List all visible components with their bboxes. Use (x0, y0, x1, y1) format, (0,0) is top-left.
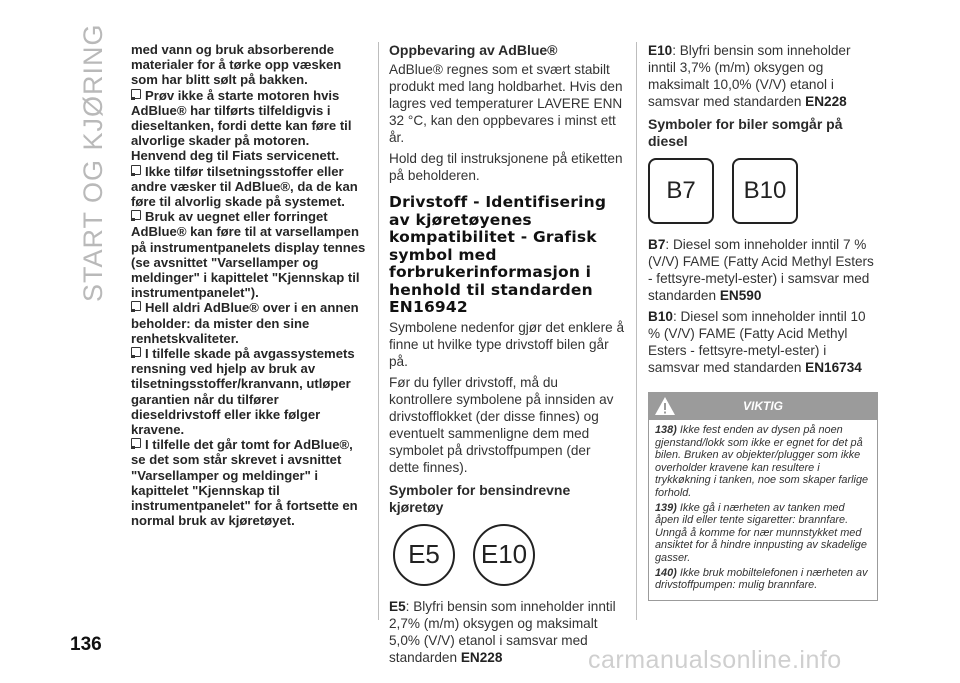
bullet-icon (131, 89, 141, 99)
list-item: Ikke tilfør tilsetningsstoffer eller andre væsker til AdBlue®, da de kan føre til alvorlig skade på systemet. (131, 163, 358, 210)
list-item: Hell aldri AdBlue® over i en annen beholder: da mister den sine renhetskvaliteter. (131, 300, 359, 346)
warning-title: VIKTIG (742, 399, 783, 413)
list-item: Bruk av uegnet eller forringet AdBlue® kan føre til at varsellampen på instrumentpanelets display tennes (se avsnittet "Varsellamper og meldinger" i kapittelet "Kjennskap til instrumentpanelet"). (131, 209, 366, 301)
e5-description: E5: Blyfri bensin som inneholder inntil 2,7% (m/m) oksygen og maksimalt 5,0% (V/V) etanol i samsvar med standarden EN228 (389, 598, 616, 665)
bullet-icon (131, 210, 141, 220)
column-divider (378, 42, 379, 620)
e5-symbol-icon: E5 (393, 524, 455, 586)
e10-symbol-icon: E10 (473, 524, 535, 586)
b10-symbol-icon: B10 (732, 158, 798, 224)
e10-description: E10: Blyfri bensin som inneholder inntil 3,7% (m/m) oksygen og maksimalt 10,0% (V/V) etanol i samsvar med standarden EN228 (648, 43, 851, 109)
adblue-precautions (131, 42, 367, 529)
column-3 (648, 42, 878, 601)
page-number: 136 (70, 634, 102, 655)
storage-paragraph: AdBlue® regnes som et svært stabilt produkt med lang holdbarhet. Hvis den lagres ved temperaturer LAVERE ENN 32 °C, kan den oppbevares i minst ett år. (389, 62, 623, 145)
list-item: Prøv ikke å starte motoren hvis AdBlue® har tilførts tilfeldigvis i dieseltanken, fordi dette kan føre til alvorlige skader på motoren. Henvend deg til Fiats servicenett. (131, 87, 352, 164)
warning-item: 140) Ikke bruk mobiltelefonen i nærheten av drivstoffpumpen: mulig brannfare. (655, 566, 868, 592)
warning-box (648, 392, 878, 601)
column-1 (131, 42, 367, 529)
warning-triangle-icon (654, 395, 676, 417)
chapter-title-text: START OG KJØRING (78, 23, 108, 302)
diesel-symbols (648, 158, 878, 224)
ident-paragraph: Før du fyller drivstoff, må du kontrollere symbolene på innsiden av drivstofflokket (der disse finnes) og eventuelt sammenligne dem med symbolet på drivstoffpumpen (der dette finnes). (389, 374, 614, 475)
storage-heading: Oppbevaring av AdBlue® (389, 42, 558, 58)
fuel-identification-heading: Drivstoff - Identifisering av kjøretøyenes kompatibilitet - Grafisk symbol med forbrukerinformasjon i henhold til standarden EN16942 (389, 193, 607, 316)
b7-symbol-icon: B7 (648, 158, 714, 224)
diesel-symbols-heading: Symboler for biler somgår på diesel (648, 116, 843, 149)
bullet-icon (131, 438, 141, 448)
petrol-symbols-heading: Symboler for bensindrevne kjøretøy (389, 481, 571, 515)
warning-item: 138) Ikke fest enden av dysen på noen gjenstand/lokk som ikke er egnet for det på bilen. Bruken av objekter/plugger som ikke overholder kravene kan resultere i trykkøkning i tanken, noe som skaper farlige forhold. (655, 424, 869, 499)
watermark-text: carmanualsonline.info (588, 646, 842, 674)
column-divider (636, 42, 637, 620)
bullet-icon (131, 165, 141, 175)
warning-header (648, 392, 878, 420)
list-item: I tilfelle skade på avgassystemets rensning ved hjelp av bruk av tilsetningsstoffer/kranvann, utløper garantien når du tilfører dieseldrivstoff eller ikke følger kravene. (131, 346, 355, 438)
warning-body (648, 420, 878, 601)
ident-paragraph: Symbolene nedenfor gjør det enklere å finne ut hvilke type drivstoff bilen går på. (389, 319, 625, 369)
list-item: I tilfelle det går tomt for AdBlue®, se det som står skrevet i avsnittet "Varsellamper og meldinger" i kapittelet "Kjennskap til instrumentpanelet" for å fortsette en normal bruk av kjøretøyet. (131, 437, 358, 529)
column-2 (389, 42, 624, 670)
chapter-side-title (70, 23, 130, 302)
intro-text: med vann og bruk absorberende materialer for å tørke opp væsken som har blitt sølt på bakken. (131, 42, 342, 88)
storage-paragraph: Hold deg til instruksjonene på etiketten på beholderen. (389, 151, 623, 183)
petrol-symbols (393, 524, 624, 586)
b7-description: B7: Diesel som inneholder inntil 7 % (V/V) FAME (Fatty Acid Methyl Esters - fettsyre-metyl-ester) i samsvar med standarden EN590 (648, 237, 874, 303)
bullet-icon (131, 301, 141, 311)
bullet-icon (131, 347, 141, 357)
warning-item: 139) Ikke gå i nærheten av tanken med åpen ild eller tente sigaretter: brannfare. Unngå å komme for nær munnstykket med ansiktet for å hindre innpusting av skadelige gasser. (655, 501, 867, 564)
b10-description: B10: Diesel som inneholder inntil 10 % (V/V) FAME (Fatty Acid Methyl Esters - fettsyre-metyl-ester) i samsvar med standarden EN16734 (648, 309, 866, 375)
